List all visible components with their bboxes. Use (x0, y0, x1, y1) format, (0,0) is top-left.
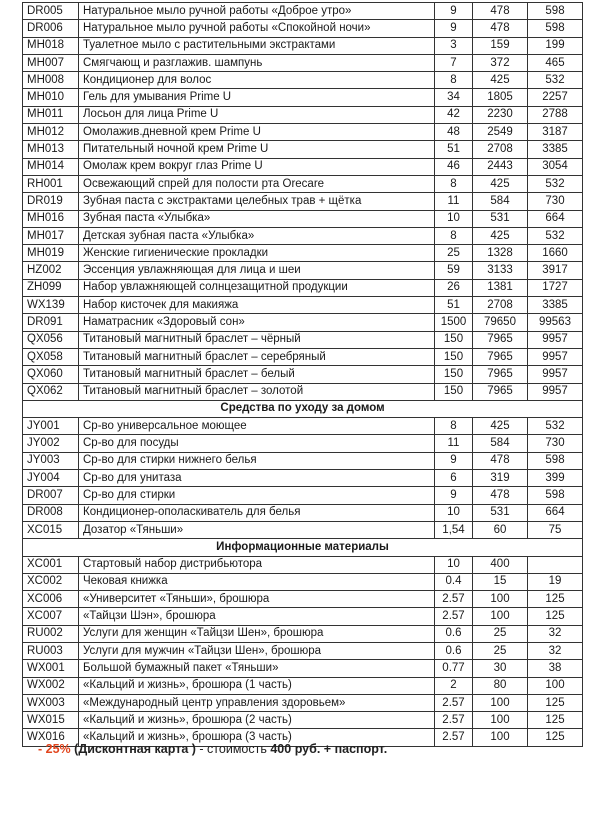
table-row (23, 245, 583, 262)
item-code: JY004 (23, 470, 79, 487)
item-price-1: 478 (473, 3, 528, 20)
item-price-2: 9957 (528, 383, 583, 400)
close-paren: ) (191, 742, 196, 756)
item-price-1: 25 (473, 625, 528, 642)
table-row (23, 314, 583, 331)
item-price-2: 465 (528, 54, 583, 71)
table-row (23, 227, 583, 244)
item-price-1: 1328 (473, 245, 528, 262)
item-code: MH017 (23, 227, 79, 244)
item-price-1: 2549 (473, 124, 528, 141)
item-code: DR007 (23, 487, 79, 504)
item-price-2: 9957 (528, 331, 583, 348)
discount-card-note (38, 742, 387, 756)
item-name: Эссенция увлажняющая для лица и шеи (79, 262, 435, 279)
item-price-2: 125 (528, 712, 583, 729)
item-qty: 9 (435, 3, 473, 20)
item-code: MH014 (23, 158, 79, 175)
item-code: JY001 (23, 418, 79, 435)
item-price-1: 7965 (473, 383, 528, 400)
item-code: MH019 (23, 245, 79, 262)
item-qty: 48 (435, 124, 473, 141)
section-info-materials-title-row (23, 539, 583, 556)
item-code: XC006 (23, 591, 79, 608)
item-name: Ср-во для унитаза (79, 470, 435, 487)
item-qty: 8 (435, 227, 473, 244)
item-qty: 9 (435, 452, 473, 469)
item-name: Освежающий спрей для полости рта Orecare (79, 175, 435, 192)
item-price-2: 532 (528, 227, 583, 244)
card-price: 400 руб. (270, 742, 321, 756)
item-name: Титановый магнитный браслет – серебряный (79, 348, 435, 365)
item-code: WX003 (23, 694, 79, 711)
item-price-2: 3385 (528, 297, 583, 314)
item-code: QX062 (23, 383, 79, 400)
section-info-materials-title: Информационные материалы (23, 539, 583, 556)
item-name: Натуральное мыло ручной работы «Доброе утро» (79, 3, 435, 20)
item-name: Набор увлажняющей солнцезащитной продукции (79, 279, 435, 296)
item-name: Кондиционер-ополаскиватель для белья (79, 504, 435, 521)
item-qty: 26 (435, 279, 473, 296)
item-price-2: 399 (528, 470, 583, 487)
item-price-1: 584 (473, 435, 528, 452)
item-code: XC015 (23, 521, 79, 538)
item-price-2: 2788 (528, 106, 583, 123)
item-price-2: 125 (528, 729, 583, 746)
item-name: Детская зубная паста «Улыбка» (79, 227, 435, 244)
item-code: WX002 (23, 677, 79, 694)
item-qty: 9 (435, 20, 473, 37)
item-code: QX058 (23, 348, 79, 365)
item-price-1: 319 (473, 470, 528, 487)
item-price-1: 584 (473, 193, 528, 210)
item-price-1: 478 (473, 487, 528, 504)
item-price-2: 598 (528, 3, 583, 20)
table-row (23, 660, 583, 677)
item-code: DR019 (23, 193, 79, 210)
table-row (23, 383, 583, 400)
section-home-care-title-row (23, 400, 583, 417)
item-price-2: 125 (528, 608, 583, 625)
item-name: Стартовый набор дистрибьютора (79, 556, 435, 573)
item-qty: 46 (435, 158, 473, 175)
item-code: HZ002 (23, 262, 79, 279)
item-code: WX001 (23, 660, 79, 677)
item-qty: 2.57 (435, 608, 473, 625)
table-row (23, 470, 583, 487)
table-row (23, 54, 583, 71)
item-price-2: 2257 (528, 89, 583, 106)
item-qty: 3 (435, 37, 473, 54)
open-paren: ( (74, 742, 79, 756)
item-code: MH013 (23, 141, 79, 158)
item-price-2: 9957 (528, 348, 583, 365)
item-code: RH001 (23, 175, 79, 192)
table-row (23, 297, 583, 314)
item-name: Гель для умывания Prime U (79, 89, 435, 106)
item-price-2: 125 (528, 591, 583, 608)
table-row (23, 141, 583, 158)
item-name: Чековая книжка (79, 573, 435, 590)
item-name: «Кальций и жизнь», брошюра (1 часть) (79, 677, 435, 694)
item-name: Смягчающ и разглажив. шампунь (79, 54, 435, 71)
item-price-2: 532 (528, 418, 583, 435)
item-code: MH008 (23, 72, 79, 89)
item-price-1: 2230 (473, 106, 528, 123)
table-row (23, 712, 583, 729)
item-qty: 34 (435, 89, 473, 106)
table-row (23, 521, 583, 538)
item-code: DR008 (23, 504, 79, 521)
item-price-2: 598 (528, 452, 583, 469)
item-name: Ср-во для стирки (79, 487, 435, 504)
table-row (23, 262, 583, 279)
item-qty: 2 (435, 677, 473, 694)
item-qty: 51 (435, 141, 473, 158)
item-price-2: 730 (528, 193, 583, 210)
table-row (23, 158, 583, 175)
item-name: Лосьон для лица Prime U (79, 106, 435, 123)
item-qty: 150 (435, 366, 473, 383)
item-qty: 150 (435, 348, 473, 365)
item-code: WX139 (23, 297, 79, 314)
item-price-2: 1660 (528, 245, 583, 262)
price-list-table (22, 2, 583, 747)
section-home-care-title: Средства по уходу за домом (23, 400, 583, 417)
item-price-1: 100 (473, 694, 528, 711)
item-price-1: 80 (473, 677, 528, 694)
item-name: Ср-во универсальное моющее (79, 418, 435, 435)
discount-percent: - 25% (38, 742, 71, 756)
item-code: MH018 (23, 37, 79, 54)
table-row (23, 331, 583, 348)
item-price-2: 1727 (528, 279, 583, 296)
item-price-2 (528, 556, 583, 573)
item-code: XC007 (23, 608, 79, 625)
item-price-1: 531 (473, 210, 528, 227)
item-code: QX056 (23, 331, 79, 348)
table-row (23, 348, 583, 365)
table-row (23, 487, 583, 504)
item-price-1: 30 (473, 660, 528, 677)
item-price-2: 199 (528, 37, 583, 54)
item-price-1: 100 (473, 712, 528, 729)
item-code: RU002 (23, 625, 79, 642)
passport-note: + паспорт. (323, 742, 388, 756)
item-name: Большой бумажный пакет «Тяньши» (79, 660, 435, 677)
item-qty: 1500 (435, 314, 473, 331)
table-row (23, 591, 583, 608)
item-price-2: 38 (528, 660, 583, 677)
discount-card-label: Дисконтная карта (78, 742, 189, 756)
item-price-2: 3187 (528, 124, 583, 141)
item-price-1: 2708 (473, 297, 528, 314)
item-name: Зубная паста «Улыбка» (79, 210, 435, 227)
item-qty: 59 (435, 262, 473, 279)
item-price-2: 3917 (528, 262, 583, 279)
item-qty: 11 (435, 435, 473, 452)
table-row (23, 210, 583, 227)
item-price-1: 15 (473, 573, 528, 590)
item-qty: 150 (435, 383, 473, 400)
item-qty: 2.57 (435, 729, 473, 746)
item-price-1: 425 (473, 227, 528, 244)
item-name: Женские гигиенические прокладки (79, 245, 435, 262)
item-price-2: 99563 (528, 314, 583, 331)
item-name: Ср-во для посуды (79, 435, 435, 452)
item-name: Набор кисточек для макияжа (79, 297, 435, 314)
item-code: MH011 (23, 106, 79, 123)
item-price-1: 372 (473, 54, 528, 71)
item-price-1: 79650 (473, 314, 528, 331)
item-price-1: 25 (473, 642, 528, 659)
item-qty: 11 (435, 193, 473, 210)
item-price-1: 159 (473, 37, 528, 54)
item-price-1: 478 (473, 452, 528, 469)
table-row (23, 677, 583, 694)
item-qty: 8 (435, 418, 473, 435)
table-row (23, 694, 583, 711)
item-code: MH010 (23, 89, 79, 106)
table-row (23, 452, 583, 469)
item-price-2: 19 (528, 573, 583, 590)
item-qty: 0.6 (435, 642, 473, 659)
item-qty: 0.6 (435, 625, 473, 642)
item-name: Омолажив.дневной крем Prime U (79, 124, 435, 141)
item-price-2: 3385 (528, 141, 583, 158)
item-name: Титановый магнитный браслет – золотой (79, 383, 435, 400)
item-price-1: 100 (473, 729, 528, 746)
item-price-1: 1805 (473, 89, 528, 106)
item-name: Ср-во для стирки нижнего белья (79, 452, 435, 469)
table-row (23, 573, 583, 590)
item-price-1: 3133 (473, 262, 528, 279)
item-qty: 42 (435, 106, 473, 123)
item-price-2: 125 (528, 694, 583, 711)
item-name: «Кальций и жизнь», брошюра (3 часть) (79, 729, 435, 746)
table-row (23, 366, 583, 383)
item-code: MH012 (23, 124, 79, 141)
item-code: DR005 (23, 3, 79, 20)
item-price-1: 2443 (473, 158, 528, 175)
item-price-2: 75 (528, 521, 583, 538)
table-row (23, 418, 583, 435)
item-price-1: 100 (473, 591, 528, 608)
item-name: Туалетное мыло с растительными экстрактами (79, 37, 435, 54)
item-name: Наматрасник «Здоровый сон» (79, 314, 435, 331)
item-code: RU003 (23, 642, 79, 659)
item-price-1: 478 (473, 20, 528, 37)
item-price-2: 100 (528, 677, 583, 694)
table-row (23, 625, 583, 642)
item-code: JY003 (23, 452, 79, 469)
item-name: Омолаж крем вокруг глаз Prime U (79, 158, 435, 175)
item-name: Дозатор «Тяньши» (79, 521, 435, 538)
table-row (23, 435, 583, 452)
item-price-1: 400 (473, 556, 528, 573)
item-name: Услуги для мужчин «Тайцзи Шен», брошюра (79, 642, 435, 659)
item-qty: 8 (435, 175, 473, 192)
item-code: JY002 (23, 435, 79, 452)
item-price-2: 664 (528, 504, 583, 521)
item-price-1: 425 (473, 175, 528, 192)
table-row (23, 608, 583, 625)
table-row (23, 106, 583, 123)
item-qty: 9 (435, 487, 473, 504)
item-price-1: 425 (473, 418, 528, 435)
item-code: DR091 (23, 314, 79, 331)
item-price-1: 7965 (473, 348, 528, 365)
item-qty: 10 (435, 556, 473, 573)
item-code: QX060 (23, 366, 79, 383)
item-qty: 51 (435, 297, 473, 314)
item-price-2: 598 (528, 487, 583, 504)
item-price-1: 7965 (473, 331, 528, 348)
cost-text: - стоимость (199, 742, 267, 756)
item-price-1: 60 (473, 521, 528, 538)
table-row (23, 642, 583, 659)
item-price-2: 9957 (528, 366, 583, 383)
item-name: «Международный центр управления здоровьем» (79, 694, 435, 711)
item-name: Услуги для женщин «Тайцзи Шен», брошюра (79, 625, 435, 642)
item-price-1: 7965 (473, 366, 528, 383)
item-qty: 25 (435, 245, 473, 262)
item-price-2: 730 (528, 435, 583, 452)
item-qty: 2.57 (435, 694, 473, 711)
item-price-1: 425 (473, 72, 528, 89)
item-price-2: 532 (528, 175, 583, 192)
item-price-2: 32 (528, 625, 583, 642)
item-qty: 2.57 (435, 591, 473, 608)
item-price-1: 531 (473, 504, 528, 521)
item-code: DR006 (23, 20, 79, 37)
table-row (23, 279, 583, 296)
item-price-2: 664 (528, 210, 583, 227)
table-row (23, 124, 583, 141)
item-code: WX015 (23, 712, 79, 729)
item-name: «Университет «Тяньши», брошюра (79, 591, 435, 608)
item-qty: 2.57 (435, 712, 473, 729)
item-price-2: 32 (528, 642, 583, 659)
item-price-1: 1381 (473, 279, 528, 296)
item-qty: 1,54 (435, 521, 473, 538)
item-code: WX016 (23, 729, 79, 746)
item-price-2: 532 (528, 72, 583, 89)
item-code: XC001 (23, 556, 79, 573)
table-row (23, 556, 583, 573)
table-row (23, 193, 583, 210)
item-name: Натуральное мыло ручной работы «Спокойной ночи» (79, 20, 435, 37)
item-price-1: 2708 (473, 141, 528, 158)
item-code: MH016 (23, 210, 79, 227)
item-qty: 10 (435, 504, 473, 521)
item-qty: 0.77 (435, 660, 473, 677)
table-row (23, 89, 583, 106)
item-name: Кондиционер для волос (79, 72, 435, 89)
item-qty: 10 (435, 210, 473, 227)
item-code: ZH099 (23, 279, 79, 296)
item-price-2: 3054 (528, 158, 583, 175)
item-price-1: 100 (473, 608, 528, 625)
item-price-2: 598 (528, 20, 583, 37)
price-list-body (23, 3, 583, 747)
item-qty: 0.4 (435, 573, 473, 590)
table-row (23, 504, 583, 521)
item-name: Титановый магнитный браслет – чёрный (79, 331, 435, 348)
item-name: «Кальций и жизнь», брошюра (2 часть) (79, 712, 435, 729)
item-name: Питательный ночной крем Prime U (79, 141, 435, 158)
item-name: Титановый магнитный браслет – белый (79, 366, 435, 383)
item-code: XC002 (23, 573, 79, 590)
item-qty: 150 (435, 331, 473, 348)
table-row (23, 175, 583, 192)
item-qty: 8 (435, 72, 473, 89)
item-name: Зубная паста с экстрактами целебных трав + щётка (79, 193, 435, 210)
item-qty: 6 (435, 470, 473, 487)
item-name: «Тайцзи Шэн», брошюра (79, 608, 435, 625)
table-row (23, 20, 583, 37)
item-qty: 7 (435, 54, 473, 71)
item-code: MH007 (23, 54, 79, 71)
table-row (23, 72, 583, 89)
table-row (23, 37, 583, 54)
table-row (23, 3, 583, 20)
